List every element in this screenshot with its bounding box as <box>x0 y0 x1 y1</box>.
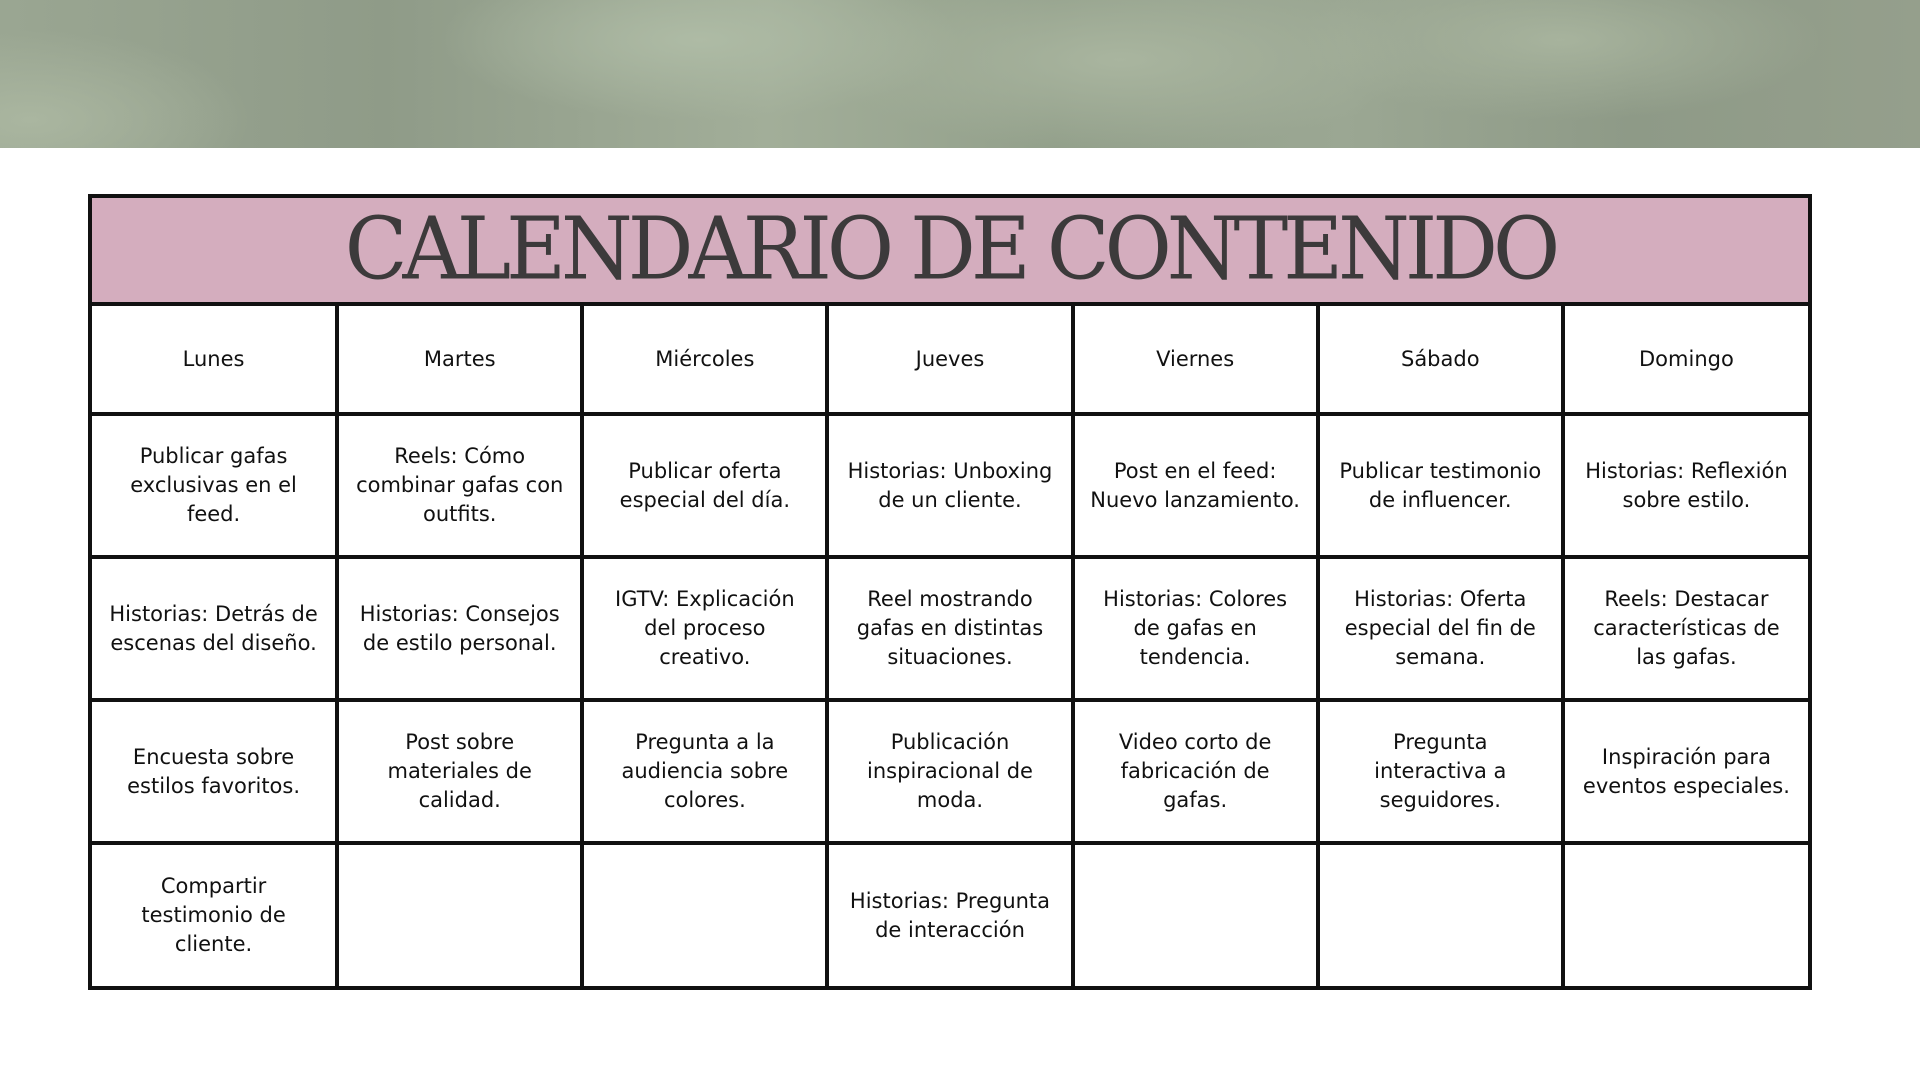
day-header-viernes: Viernes <box>1073 306 1318 414</box>
day-header-domingo: Domingo <box>1563 306 1808 414</box>
task-cell: Reel mostrando gafas en distintas situaciones. <box>827 557 1072 700</box>
week-row-1 <box>92 414 1808 557</box>
task-cell: Historias: Oferta especial del fin de semana. <box>1318 557 1563 700</box>
task-cell <box>582 843 827 986</box>
task-cell: Historias: Reflexión sobre estilo. <box>1563 414 1808 557</box>
task-cell: Inspiración para eventos especiales. <box>1563 700 1808 843</box>
task-cell: Historias: Consejos de estilo personal. <box>337 557 582 700</box>
calendar-title-bar <box>92 198 1808 306</box>
task-cell: Reels: Cómo combinar gafas con outfits. <box>337 414 582 557</box>
task-cell: Historias: Unboxing de un cliente. <box>827 414 1072 557</box>
day-header-sabado: Sábado <box>1318 306 1563 414</box>
task-cell: Reels: Destacar características de las gafas. <box>1563 557 1808 700</box>
day-header-martes: Martes <box>337 306 582 414</box>
task-cell: Publicar testimonio de influencer. <box>1318 414 1563 557</box>
task-cell: Post en el feed: Nuevo lanzamiento. <box>1073 414 1318 557</box>
task-cell: Post sobre materiales de calidad. <box>337 700 582 843</box>
task-cell <box>337 843 582 986</box>
day-header-miercoles: Miércoles <box>582 306 827 414</box>
calendar-table <box>92 306 1808 986</box>
task-cell <box>1073 843 1318 986</box>
task-cell: Historias: Colores de gafas en tendencia. <box>1073 557 1318 700</box>
task-cell: Encuesta sobre estilos favoritos. <box>92 700 337 843</box>
task-cell: Historias: Pregunta de interacción <box>827 843 1072 986</box>
task-cell <box>1563 843 1808 986</box>
week-row-4 <box>92 843 1808 986</box>
task-cell: Publicación inspiracional de moda. <box>827 700 1072 843</box>
week-row-3 <box>92 700 1808 843</box>
calendar-title: CALENDARIO DE CONTENIDO <box>344 199 1556 300</box>
task-cell: Pregunta interactiva a seguidores. <box>1318 700 1563 843</box>
task-cell <box>1318 843 1563 986</box>
task-cell: Pregunta a la audiencia sobre colores. <box>582 700 827 843</box>
header-banner <box>0 0 1920 148</box>
task-cell: IGTV: Explicación del proceso creativo. <box>582 557 827 700</box>
task-cell: Publicar gafas exclusivas en el feed. <box>92 414 337 557</box>
task-cell: Compartir testimonio de cliente. <box>92 843 337 986</box>
content-calendar <box>88 194 1812 990</box>
day-header-row <box>92 306 1808 414</box>
day-header-lunes: Lunes <box>92 306 337 414</box>
task-cell: Video corto de fabricación de gafas. <box>1073 700 1318 843</box>
task-cell: Publicar oferta especial del día. <box>582 414 827 557</box>
day-header-jueves: Jueves <box>827 306 1072 414</box>
week-row-2 <box>92 557 1808 700</box>
task-cell: Historias: Detrás de escenas del diseño. <box>92 557 337 700</box>
